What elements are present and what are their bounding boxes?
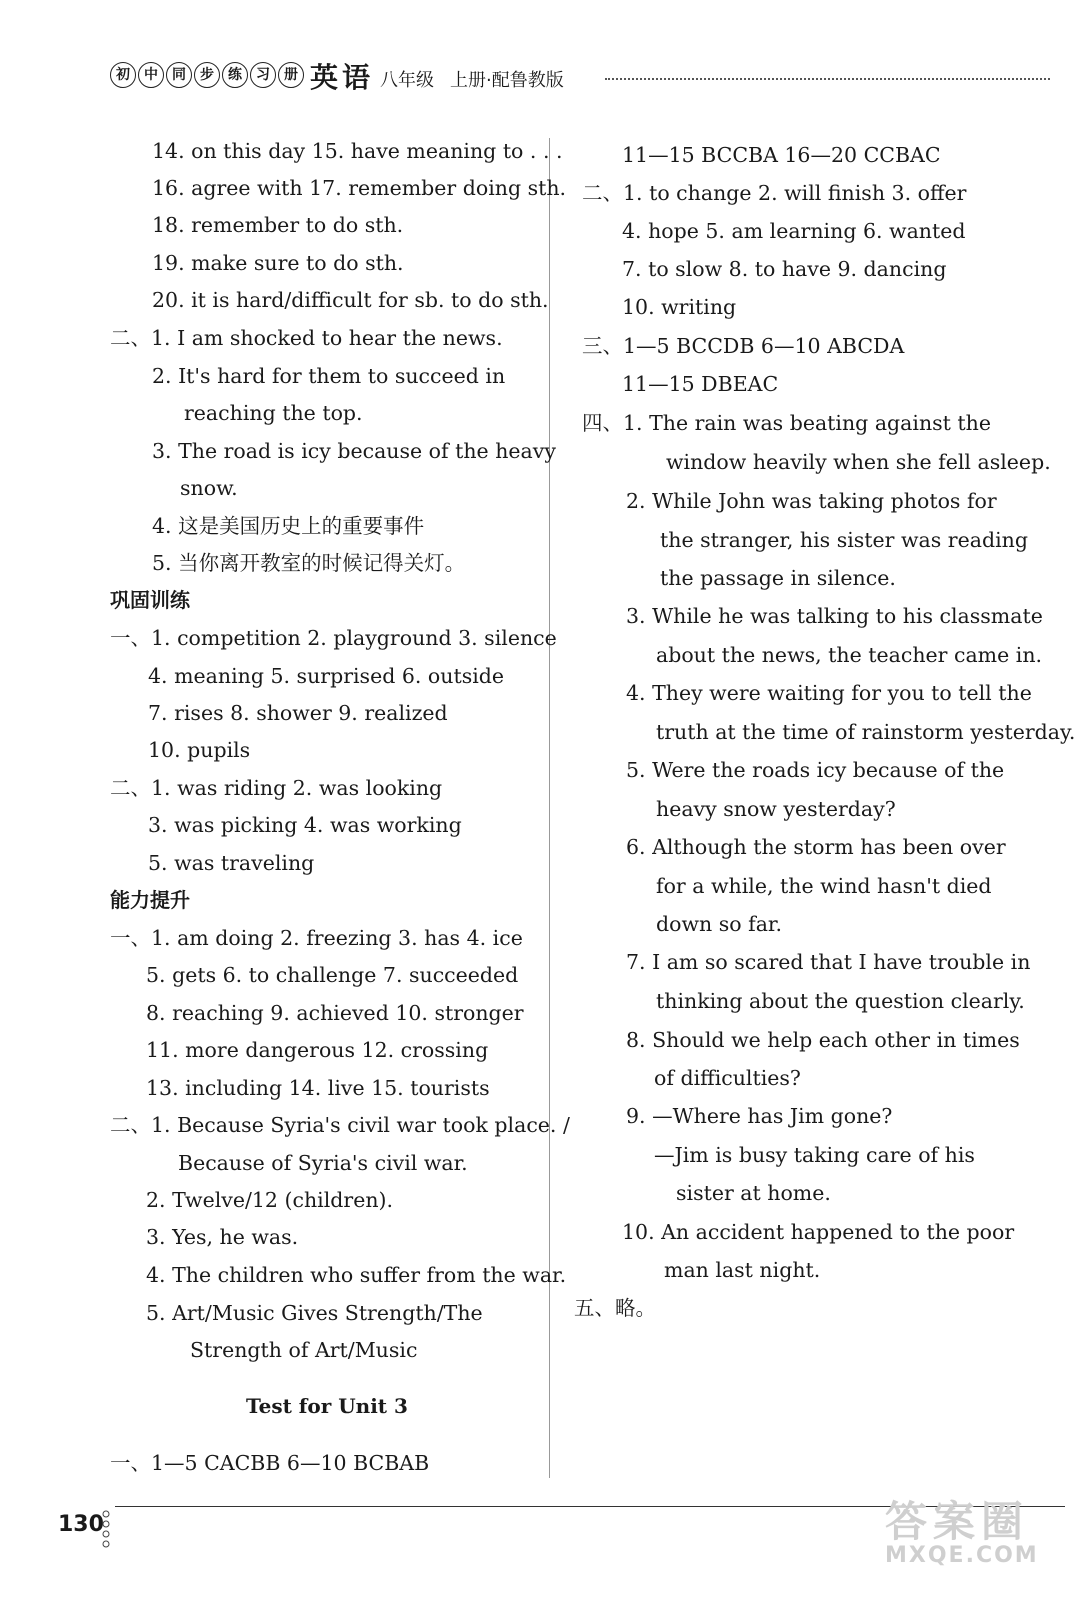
answer-line: 一、1—5 CACBB 6—10 BCBAB	[110, 1451, 430, 1475]
page-number: 130	[58, 1512, 104, 1537]
answer-line: truth at the time of rainstorm yesterday.	[656, 720, 1076, 744]
answer-line: 7. to slow 8. to have 9. dancing	[622, 257, 947, 281]
answer-line: about the news, the teacher came in.	[656, 643, 1043, 667]
answer-line: 3. While he was talking to his classmate	[626, 604, 1043, 628]
answer-line: Strength of Art/Music	[190, 1338, 418, 1362]
answer-line: 19. make sure to do sth.	[152, 251, 404, 275]
answer-line: 4. hope 5. am learning 6. wanted	[622, 219, 966, 243]
answer-line: Because of Syria's civil war.	[178, 1151, 468, 1175]
header-dotted-rule	[605, 78, 1050, 80]
answer-line: 11—15 BCCBA 16—20 CCBAC	[622, 143, 941, 167]
answer-line: 3. Yes, he was.	[146, 1225, 299, 1249]
answer-line: 2. Twelve/12 (children).	[146, 1188, 394, 1212]
answer-line: 四、1. The rain was beating against the	[582, 411, 991, 435]
section-heading: 巩固训练	[110, 588, 190, 612]
answer-line: heavy snow yesterday?	[656, 797, 896, 821]
answer-line: the stranger, his sister was reading	[660, 528, 1028, 552]
answer-line: 4. The children who suffer from the war.	[146, 1263, 567, 1287]
series-char: 中	[138, 62, 164, 88]
answer-line: 13. including 14. live 15. tourists	[146, 1076, 490, 1100]
answer-line: 5. was traveling	[148, 851, 315, 875]
answer-line: 二、1. Because Syria's civil war took place. /	[110, 1113, 570, 1137]
answer-line: snow.	[180, 476, 238, 500]
series-char: 同	[166, 62, 192, 88]
answer-line: thinking about the question clearly.	[656, 989, 1025, 1013]
page-header	[110, 62, 1050, 96]
subject-title: 英语	[310, 61, 375, 94]
answer-line: 11—15 DBEAC	[622, 372, 779, 396]
answer-line: the passage in silence.	[660, 566, 896, 590]
answer-line: 9. —Where has Jim gone?	[626, 1104, 893, 1128]
answer-line: 10. pupils	[148, 738, 251, 762]
answer-line: window heavily when she fell asleep.	[666, 450, 1051, 474]
answer-line: 4. 这是美国历史上的重要事件	[152, 514, 425, 538]
answer-line: 20. it is hard/difficult for sb. to do sth.	[152, 288, 549, 312]
watermark	[885, 1497, 1039, 1568]
series-char: 步	[194, 62, 220, 88]
answer-line: 3. The road is icy because of the heavy	[152, 439, 556, 463]
answer-line: 16. agree with 17. remember doing sth.	[152, 176, 567, 200]
answer-line: 11. more dangerous 12. crossing	[146, 1038, 489, 1062]
series-char: 习	[250, 62, 276, 88]
series-logo	[110, 62, 304, 88]
section-heading: 能力提升	[110, 888, 190, 912]
series-char: 练	[222, 62, 248, 88]
answer-line: 8. Should we help each other in times	[626, 1028, 1020, 1052]
answer-line: 五、略。	[574, 1296, 656, 1320]
answer-line: 3. was picking 4. was working	[148, 813, 462, 837]
answer-line: reaching the top.	[184, 401, 363, 425]
answer-line: 5. Art/Music Gives Strength/The	[146, 1301, 483, 1325]
answer-line: 4. They were waiting for you to tell the	[626, 681, 1032, 705]
series-char: 初	[110, 62, 136, 88]
answer-line: 2. It's hard for them to succeed in	[152, 364, 506, 388]
answer-line: 5. 当你离开教室的时候记得关灯。	[152, 551, 466, 575]
answer-line: sister at home.	[676, 1181, 831, 1205]
answer-line: 7. I am so scared that I have trouble in	[626, 950, 1031, 974]
answer-line: 5. Were the roads icy because of the	[626, 758, 1005, 782]
answer-line: 一、1. am doing 2. freezing 3. has 4. ice	[110, 926, 523, 950]
answer-line: 二、1. was riding 2. was looking	[110, 776, 443, 800]
footer-ornament	[101, 1508, 111, 1548]
answer-line: 14. on this day 15. have meaning to . . .	[152, 139, 563, 163]
watermark-url: MXQE.COM	[885, 1543, 1039, 1568]
answer-line: 18. remember to do sth.	[152, 213, 404, 237]
answer-line: 6. Although the storm has been over	[626, 835, 1006, 859]
watermark-logo-text: 答案圈	[885, 1497, 1030, 1546]
answer-line: for a while, the wind hasn't died	[656, 874, 992, 898]
edition-label: 上册·配鲁教版	[450, 70, 564, 91]
grade-label: 八年级	[380, 70, 434, 91]
answer-line: 4. meaning 5. surprised 6. outside	[148, 664, 505, 688]
answer-line: 2. While John was taking photos for	[626, 489, 997, 513]
answer-line: 二、1. to change 2. will finish 3. offer	[582, 181, 967, 205]
answer-line: 8. reaching 9. achieved 10. stronger	[146, 1001, 524, 1025]
answer-line: 10. writing	[622, 295, 737, 319]
answer-line: down so far.	[656, 912, 782, 936]
answer-line: 二、1. I am shocked to hear the news.	[110, 326, 503, 350]
test-title: Test for Unit 3	[246, 1394, 408, 1418]
answer-line: 10. An accident happened to the poor	[622, 1220, 1015, 1244]
answer-line: of difficulties?	[654, 1066, 801, 1090]
answer-line: 5. gets 6. to challenge 7. succeeded	[146, 963, 519, 987]
answer-line: 三、1—5 BCCDB 6—10 ABCDA	[582, 334, 905, 358]
answer-line: man last night.	[664, 1258, 821, 1282]
ornament-icon	[101, 1508, 111, 1548]
series-char: 册	[278, 62, 304, 88]
answer-line: 7. rises 8. shower 9. realized	[148, 701, 448, 725]
answer-line: 一、1. competition 2. playground 3. silence	[110, 626, 557, 650]
answer-line: —Jim is busy taking care of his	[654, 1143, 975, 1167]
